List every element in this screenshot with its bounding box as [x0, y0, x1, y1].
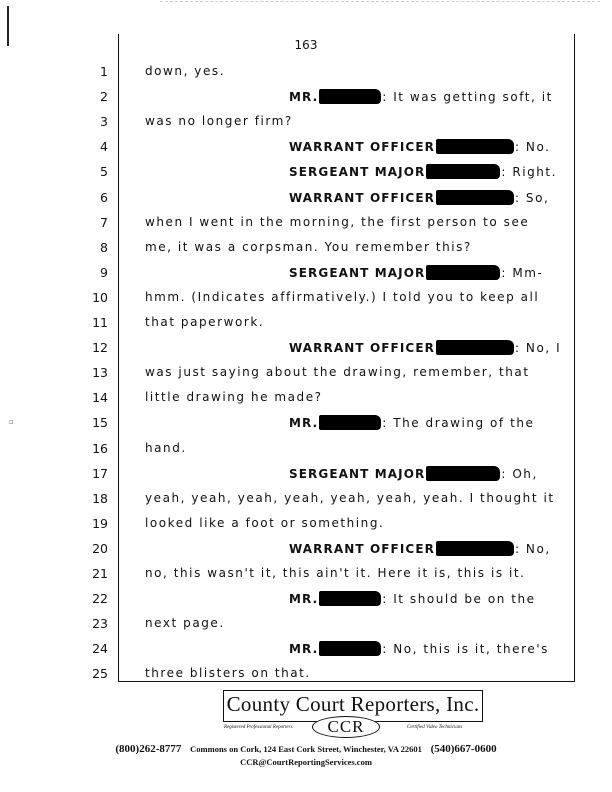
speaker-line: [289, 641, 549, 656]
spoken-text: : No, I: [514, 341, 562, 356]
footer-right-tagline: Certified Video Technicians: [407, 725, 463, 730]
line-number: 8: [100, 239, 108, 255]
transcript-line: hand.: [145, 440, 187, 455]
transcript-line: down, yes.: [145, 64, 226, 78]
line-number: 14: [92, 390, 108, 406]
speaker-label: MR.: [289, 592, 319, 607]
phone-left: (800)262-8777: [115, 743, 182, 755]
speaker-line: [289, 139, 551, 154]
transcript-line: was just saying about the drawing, remember, that: [145, 365, 530, 380]
line-number: 3: [100, 114, 108, 130]
line-number: 17: [92, 465, 108, 481]
transcript-line: next page.: [145, 616, 225, 631]
spoken-text: : No.: [514, 140, 551, 155]
speaker-label: SERGEANT MAJOR: [289, 466, 426, 481]
line-number: 21: [92, 566, 108, 581]
speaker-line: [289, 466, 538, 481]
speaker-label: WARRANT OFFICER: [289, 541, 435, 556]
speaker-label: WARRANT OFFICER: [289, 341, 435, 356]
line-number: 18: [92, 490, 108, 506]
speaker-label: MR.: [289, 642, 319, 657]
redaction-bar: [319, 641, 381, 656]
line-number: 6: [100, 189, 108, 205]
speaker-label: WARRANT OFFICER: [289, 140, 435, 155]
transcript-line: three blisters on that.: [145, 666, 311, 681]
line-number: 2: [100, 89, 108, 105]
redaction-bar: [436, 340, 514, 355]
transcript-frame: [118, 34, 575, 682]
spoken-text: : So,: [514, 190, 550, 205]
spoken-text: : No,: [514, 541, 551, 556]
transcript-line: no, this wasn't it, this ain't it. Here it is, this is it.: [145, 566, 526, 580]
redaction-bar: [319, 415, 381, 430]
spoken-text: : It was getting soft, it: [382, 90, 553, 105]
phone-right: (540)667-0600: [430, 743, 497, 755]
line-number: 12: [92, 340, 108, 356]
line-number: 20: [92, 540, 108, 556]
redaction-bar: [319, 591, 381, 606]
transcript-line: hmm. (Indicates affirmatively.) I told you to keep all: [145, 289, 540, 304]
speaker-line: [289, 164, 557, 179]
scan-speck: ▫: [9, 418, 14, 426]
speaker-label: WARRANT OFFICER: [289, 190, 435, 205]
redaction-bar: [426, 466, 500, 481]
redaction-bar: [436, 541, 514, 556]
speaker-line: [289, 89, 553, 104]
redaction-bar: [426, 265, 500, 280]
spoken-text: : No, this is it, there's: [382, 642, 549, 657]
line-number: 7: [100, 214, 108, 230]
line-number: 16: [92, 440, 108, 456]
line-number: 10: [92, 289, 108, 305]
spoken-text: : The drawing of the: [382, 416, 535, 431]
line-number: 11: [92, 315, 108, 330]
speaker-line: [289, 415, 534, 430]
line-number: 9: [100, 264, 108, 280]
transcript-line: me, it was a corpsman. You remember this?: [145, 239, 472, 254]
speaker-line: [289, 190, 549, 205]
line-number: 5: [100, 164, 108, 180]
line-number: 19: [92, 515, 108, 531]
redaction-bar: [436, 190, 514, 205]
transcript-line: little drawing he made?: [145, 390, 323, 405]
spoken-text: : Oh,: [501, 466, 538, 481]
line-number: 13: [92, 365, 108, 381]
scan-edge-marks: [160, 1, 600, 2]
speaker-label: SERGEANT MAJOR: [289, 165, 426, 180]
transcript-line: when I went in the morning, the first person to see: [145, 214, 530, 229]
transcript-line: was no longer firm?: [145, 114, 293, 129]
spoken-text: : Right.: [501, 165, 558, 180]
line-number: 24: [92, 641, 108, 657]
spoken-text: : Mm-: [501, 265, 544, 280]
redaction-bar: [426, 164, 500, 179]
footer-contact-line: [0, 743, 612, 755]
transcript-line: yeah, yeah, yeah, yeah, yeah, yeah, yeah. I thought it: [145, 490, 555, 505]
address: Commons on Cork, 124 East Cork Street, Winchester, VA 22601: [190, 744, 422, 754]
spoken-text: : It should be on the: [382, 592, 536, 607]
page-number: 163: [294, 38, 318, 52]
email: CCR@CourtReportingServices.com: [240, 757, 372, 767]
redaction-bar: [319, 89, 381, 104]
ccr-logo: CCR: [312, 716, 380, 738]
speaker-label: MR.: [289, 416, 319, 431]
line-number: 23: [92, 616, 108, 632]
speaker-line: [289, 541, 551, 556]
footer-left-tagline: Registered Professional Reporters: [224, 725, 293, 730]
speaker-label: SERGEANT MAJOR: [289, 265, 426, 280]
speaker-line: [289, 265, 543, 280]
redaction-bar: [436, 139, 514, 154]
speaker-line: [289, 340, 561, 355]
company-name: County Court Reporters, Inc.: [226, 692, 480, 716]
line-number: 25: [92, 666, 108, 682]
transcript-line: that paperwork.: [145, 315, 265, 329]
speaker-label: MR.: [289, 90, 319, 105]
line-number: 15: [92, 415, 108, 431]
transcript-line: looked like a foot or something.: [145, 515, 385, 530]
line-number: 1: [100, 64, 108, 79]
speaker-line: [289, 591, 536, 606]
line-number: 22: [92, 591, 108, 607]
line-number: 4: [100, 139, 108, 155]
